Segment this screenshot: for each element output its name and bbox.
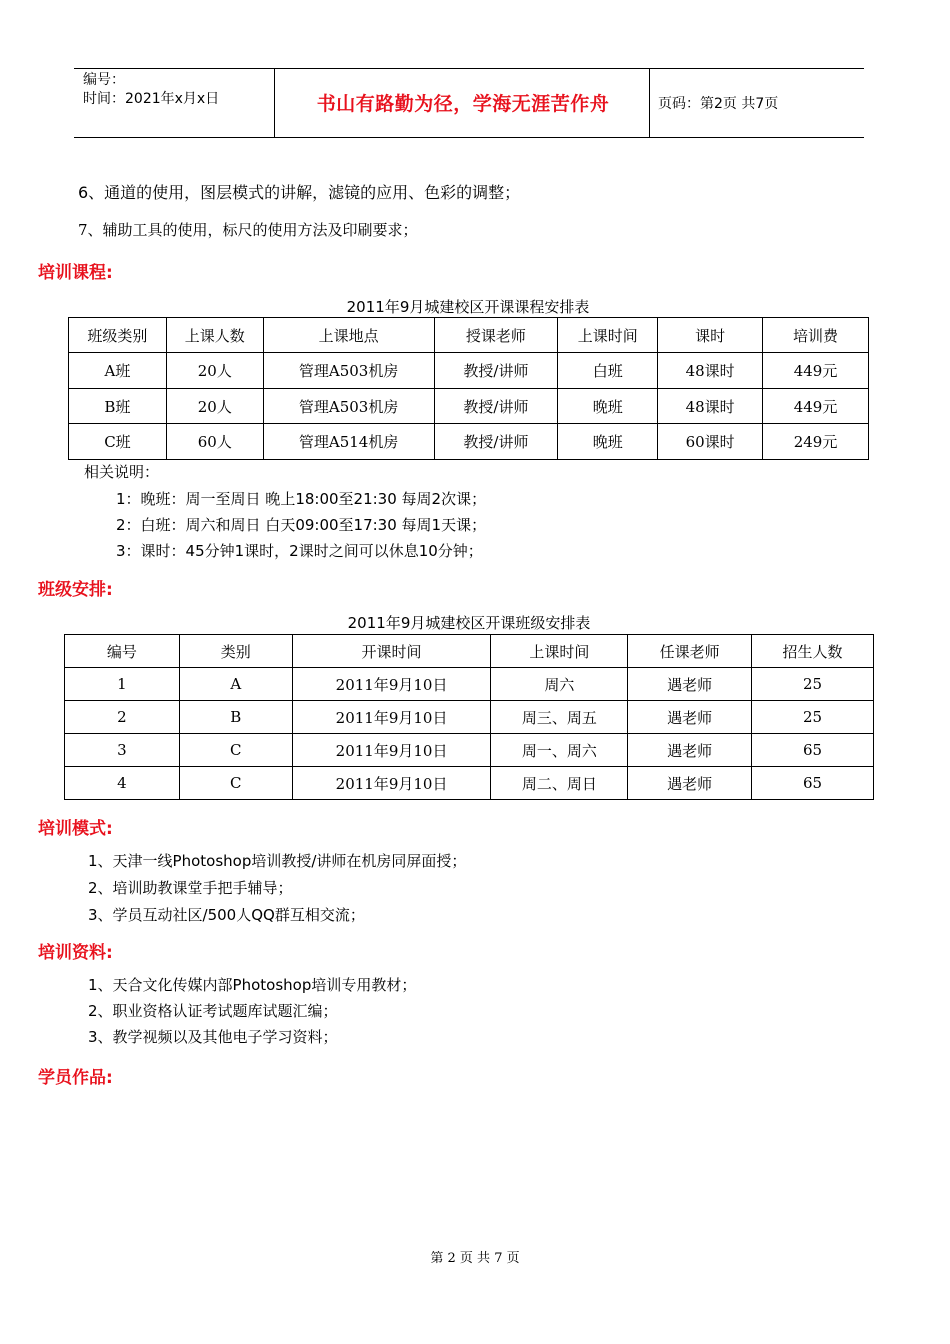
header-motto: 书山有路勤为径，学海无涯苦作舟 (316, 93, 610, 115)
table-cell: 48课时 (658, 389, 763, 424)
list-item: 3、学员互动社区/500人QQ群互相交流； (88, 906, 365, 924)
table-cell: 遇老师 (628, 767, 752, 800)
table-row (69, 424, 869, 460)
table-cell: 2011年9月10日 (292, 668, 491, 701)
intro-item-6: 6、通道的使用，图层模式的讲解，滤镜的应用、色彩的调整； (78, 183, 521, 202)
header-divider-left (274, 69, 275, 137)
courses-header-row (69, 318, 869, 353)
list-item: 2、职业资格认证考试题库试题汇编； (88, 1002, 338, 1020)
table-cell: 教授/讲师 (434, 353, 558, 389)
table-cell: 管理A503机房 (263, 353, 434, 389)
table-row (65, 767, 874, 800)
notes-title: 相关说明： (84, 463, 160, 481)
classes-col-header: 上课时间 (491, 635, 628, 668)
table-row (69, 389, 869, 424)
list-item: 1、天津一线Photoshop培训教授/讲师在机房同屏面授； (88, 852, 467, 870)
table-cell: 449元 (763, 353, 869, 389)
classes-col-header: 开课时间 (292, 635, 491, 668)
classes-col-header: 招生人数 (752, 635, 874, 668)
table-cell: C (179, 767, 292, 800)
works-heading: 学员作品: (38, 1068, 113, 1088)
table-cell: 20人 (166, 353, 263, 389)
table-cell: 60人 (166, 424, 263, 460)
table-cell: 周二、周日 (491, 767, 628, 800)
note-item: 2：白班：周六和周日 白天09:00至17:30 每周1天课； (116, 516, 487, 534)
courses-table-caption: 2011年9月城建校区开课课程安排表 (346, 298, 590, 316)
header-meta (83, 71, 219, 109)
table-cell: 管理A514机房 (263, 424, 434, 460)
table-row (65, 734, 874, 767)
table-cell: 教授/讲师 (434, 389, 558, 424)
table-cell: 25 (752, 701, 874, 734)
courses-col-header: 上课人数 (166, 318, 263, 353)
courses-col-header: 培训费 (763, 318, 869, 353)
table-cell: 20人 (166, 389, 263, 424)
courses-heading: 培训课程: (38, 263, 113, 283)
mode-heading: 培训模式: (38, 819, 113, 839)
list-item: 2、培训助教课堂手把手辅导； (88, 879, 293, 897)
table-cell: 65 (752, 734, 874, 767)
page-header (74, 68, 864, 138)
intro-item-7: 7、辅助工具的使用，标尺的使用方法及印刷要求； (78, 221, 418, 239)
table-cell: 2011年9月10日 (292, 767, 491, 800)
table-cell: 2011年9月10日 (292, 734, 491, 767)
list-item: 1、天合文化传媒内部Photoshop培训专用教材； (88, 976, 417, 994)
table-cell: 晚班 (558, 424, 658, 460)
table-cell: 4 (65, 767, 180, 800)
table-cell: 晚班 (558, 389, 658, 424)
courses-col-header: 课时 (658, 318, 763, 353)
table-cell: C (179, 734, 292, 767)
table-cell: 25 (752, 668, 874, 701)
classes-col-header: 类别 (179, 635, 292, 668)
table-cell: 周一、周六 (491, 734, 628, 767)
courses-col-header: 授课老师 (434, 318, 558, 353)
table-cell: 白班 (558, 353, 658, 389)
table-cell: 遇老师 (628, 668, 752, 701)
header-page-number: 页码：第2页 共7页 (658, 96, 779, 112)
table-cell: 2 (65, 701, 180, 734)
classes-header-row (65, 635, 874, 668)
table-cell: A (179, 668, 292, 701)
table-cell: B (179, 701, 292, 734)
header-time: 时间：2021年x月x日 (83, 91, 220, 107)
table-cell: A班 (69, 353, 167, 389)
table-row (69, 353, 869, 389)
table-row (65, 668, 874, 701)
table-cell: 3 (65, 734, 180, 767)
materials-heading: 培训资料: (38, 943, 113, 963)
page-footer: 第 2 页 共 7 页 (430, 1251, 520, 1266)
classes-col-header: 编号 (65, 635, 180, 668)
table-cell: 65 (752, 767, 874, 800)
classes-heading: 班级安排: (38, 580, 113, 600)
classes-table (64, 634, 874, 800)
table-cell: 管理A503机房 (263, 389, 434, 424)
table-cell: C班 (69, 424, 167, 460)
courses-col-header: 上课地点 (263, 318, 434, 353)
table-cell: 教授/讲师 (434, 424, 558, 460)
courses-col-header: 班级类别 (69, 318, 167, 353)
courses-table (68, 317, 869, 460)
table-cell: 2011年9月10日 (292, 701, 491, 734)
table-cell: B班 (69, 389, 167, 424)
header-number: 编号： (83, 72, 125, 88)
classes-col-header: 任课老师 (628, 635, 752, 668)
note-item: 3：课时：45分钟1课时，2课时之间可以休息10分钟； (116, 542, 483, 560)
table-cell: 449元 (763, 389, 869, 424)
materials-list (88, 975, 416, 1047)
table-cell: 60课时 (658, 424, 763, 460)
list-item: 3、教学视频以及其他电子学习资料； (88, 1028, 338, 1046)
courses-col-header: 上课时间 (558, 318, 658, 353)
table-cell: 1 (65, 668, 180, 701)
table-cell: 遇老师 (628, 734, 752, 767)
table-cell: 周六 (491, 668, 628, 701)
table-cell: 48课时 (658, 353, 763, 389)
table-row (65, 701, 874, 734)
courses-notes (84, 462, 486, 561)
classes-table-caption: 2011年9月城建校区开课班级安排表 (347, 614, 591, 632)
table-cell: 周三、周五 (491, 701, 628, 734)
mode-list (88, 851, 466, 925)
table-cell: 249元 (763, 424, 869, 460)
table-cell: 遇老师 (628, 701, 752, 734)
note-item: 1：晚班：周一至周日 晚上18:00至21:30 每周2次课； (116, 490, 487, 508)
